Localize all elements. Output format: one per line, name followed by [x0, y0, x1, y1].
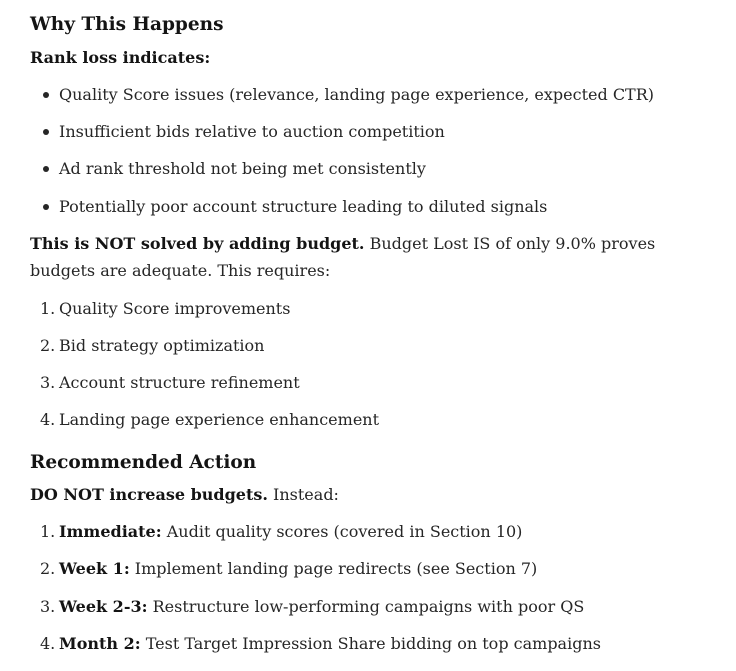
- list-item-text: Landing page experience enhancement: [59, 410, 380, 429]
- list-item-text: Potentially poor account structure leading to diluted signals: [59, 197, 548, 216]
- action-text: Restructure low-performing campaigns with poor QS: [147, 597, 585, 616]
- heading-why-this-happens: Why This Happens: [30, 14, 224, 35]
- action-label: Week 2-3:: [59, 597, 148, 616]
- list-item-text: Account structure refinement: [59, 373, 300, 392]
- list-item-number: 4.: [40, 410, 56, 429]
- list-item-number: 2.: [40, 336, 56, 355]
- list-item-number: 3.: [40, 373, 56, 392]
- list-item-text: [59, 558, 537, 580]
- bullet-dot-icon: [43, 92, 49, 98]
- action-text: Implement landing page redirects (see Section 7): [129, 559, 538, 578]
- bullet-dot-icon: [43, 204, 49, 210]
- list-item-number: 1.: [40, 299, 56, 318]
- budget-note-text: Budget Lost IS of only 9.0% proves budgets are adequate. This requires:: [30, 234, 656, 280]
- action-text: Audit quality scores (covered in Section 10): [161, 522, 523, 541]
- heading-recommended-action: Recommended Action: [30, 452, 257, 473]
- rank-loss-intro: [30, 44, 720, 71]
- list-item-text: [59, 521, 522, 543]
- action-label: Immediate:: [59, 522, 162, 541]
- list-item-text: [59, 633, 601, 655]
- list-item-text: Quality Score improvements: [59, 299, 291, 318]
- recommended-intro-bold: DO NOT increase budgets.: [30, 485, 268, 504]
- action-text: Test Target Impression Share bidding on top campaigns: [140, 634, 601, 653]
- list-item-text: Ad rank threshold not being met consistently: [59, 159, 426, 178]
- action-label: Week 1:: [59, 559, 130, 578]
- bullet-dot-icon: [43, 166, 49, 172]
- list-item-text: Bid strategy optimization: [59, 336, 265, 355]
- list-item-number: 2.: [40, 559, 56, 578]
- list-item-number: 4.: [40, 634, 56, 653]
- list-item-text: Insufficient bids relative to auction competition: [59, 122, 445, 141]
- bullet-dot-icon: [43, 129, 49, 135]
- list-item-text: Quality Score issues (relevance, landing page experience, expected CTR): [59, 85, 655, 104]
- recommended-intro-text: Instead:: [267, 485, 339, 504]
- budget-note-bold: This is NOT solved by adding budget.: [30, 234, 365, 253]
- list-item-text: [59, 596, 584, 618]
- rank-loss-intro-bold: Rank loss indicates:: [30, 48, 211, 67]
- action-label: Month 2:: [59, 634, 141, 653]
- list-item-number: 3.: [40, 597, 56, 616]
- budget-note-paragraph: [30, 230, 720, 284]
- recommended-intro: [30, 481, 720, 508]
- list-item-number: 1.: [40, 522, 56, 541]
